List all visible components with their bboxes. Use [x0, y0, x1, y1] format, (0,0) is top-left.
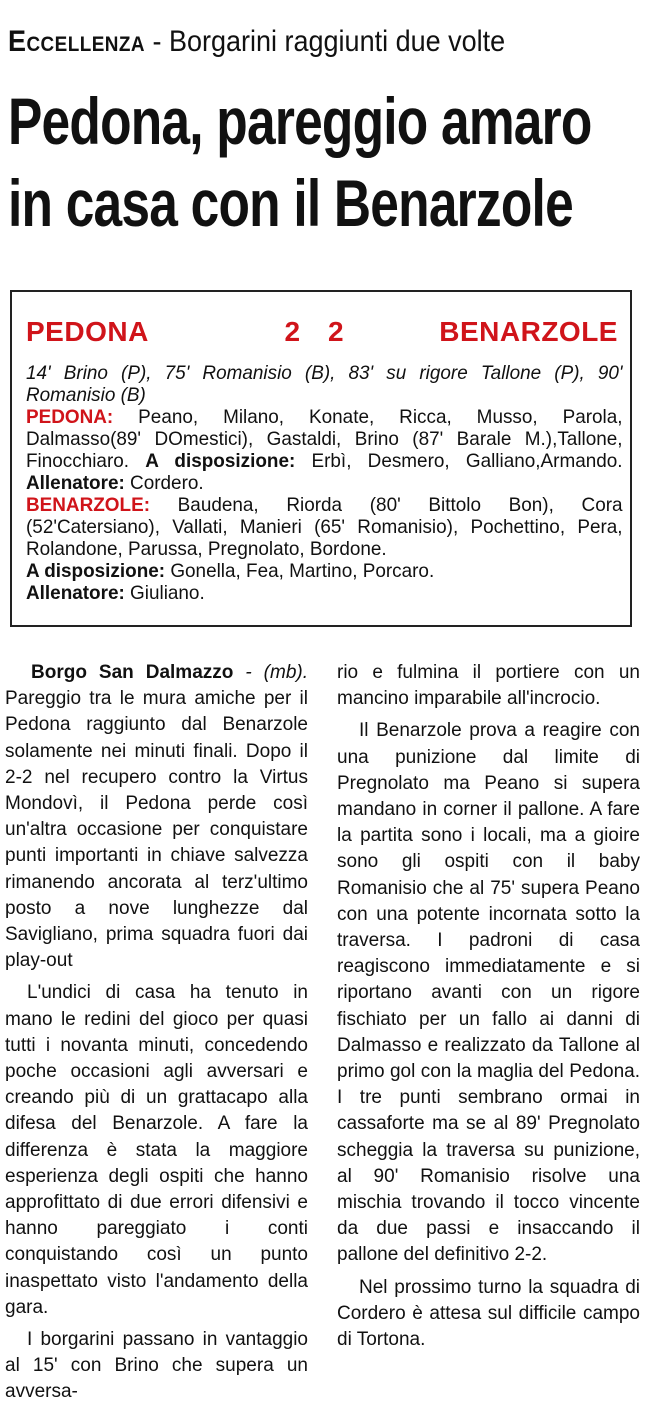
kicker-separator: - [144, 25, 169, 58]
article-column-right [337, 660, 640, 1353]
away-bench-paragraph [26, 560, 623, 582]
away-bench-label: A disposizione: [26, 560, 166, 582]
home-coach: Cordero. [124, 472, 204, 494]
paragraph-1-text: Pareggio tra le mura amiche per il Pedona raggiunto dal Benarzole solamente nei minuti finali. Dopo il 2-2 nel recupero contro la Virtus Mondovì, il Pedona perde così un'altra occasione per conquistare punti importanti in chiave salvezza rimanendo ancorata al terz'ultimo posto a nove lunghezze dal Savigliano, prima squadra fuori dai play-out [5, 688, 308, 972]
home-score: 2 [284, 316, 301, 347]
home-lineup-paragraph [26, 406, 623, 494]
home-bench-label: A disposizione: [145, 450, 296, 472]
away-lineup-label: BENARZOLE: [26, 494, 150, 516]
away-coach: Giuliano. [124, 582, 205, 604]
home-lineup: Peano, Milano, Konate, Ricca, Musso, Parola, Dalmasso(89' DOmestici), Gastaldi, Brino (87' Barale M.),Tallone, Finocchiaro. [26, 406, 623, 472]
article-column-left [5, 660, 308, 1406]
scorers-line: 14' Brino (P), 75' Romanisio (B), 83' su rigore Tallone (P), 90' Romanisio (B) [26, 362, 623, 406]
home-bench: Erbì, Desmero, Galliano,Armando. [295, 450, 623, 472]
home-lineup-label: PEDONA: [26, 406, 114, 428]
away-score: 2 [328, 316, 344, 347]
away-lineup-paragraph [26, 494, 623, 560]
away-coach-paragraph [26, 582, 623, 604]
away-coach-label: Allenatore: [26, 582, 125, 604]
article-paragraph-1 [5, 660, 308, 974]
kicker-subtitle: Borgarini raggiunti due volte [168, 25, 506, 58]
article-paragraph-4: Il Benarzole prova a reagire con una punizione dal limite di Pregnolato ma Peano si supera mandano in corner il pallone. A fare la partita sono i locali, ma a gioire sono gli ospiti con il baby Romanisio che al 75' supera Peano con una potente incornata sotto la traversa. I padroni di casa reagiscono immediatamente e si riportano avanti con un rigore fischiato per un fallo ai danni di Dalmasso e realizzato da Tallone al primo gol con la maglia del Pedona. I tre punti sembrano ormai in cassaforte ma se al 89' Pregnolato scheggia la traversa su punizione, al 90' Romanisio risolve una mischia trovando il tocco vincente da due passi e insaccando il pallone del definitivo 2-2. [337, 720, 640, 1266]
match-score [284, 316, 343, 348]
article-paragraph-2: L'undici di casa ha tenuto in mano le redini del gioco per quasi tutti i novanta minuti, concedendo poche occasioni agli avversari e creando più di un grattacapo alla difesa del Benarzole. A fare la differenza è stata la maggiore esperienza degli ospiti che hanno approfittato di due errori difensivi e hanno pareggiato i conti conquistando così un punto inaspettato visto l'andamento della gara. [5, 982, 308, 1318]
match-scorebox [10, 290, 632, 627]
article-paragraph-3-end: rio e fulmina il portiere con un mancino imparabile all'incrocio. [337, 662, 640, 710]
dateline: Borgo San Dalmazzo [31, 662, 234, 683]
section-category: Eccellenza [8, 25, 145, 58]
article-paragraph-3-start: I borgarini passano in vantaggio al 15' con Brino che supera un avversa- [5, 1329, 308, 1403]
section-kicker [8, 22, 582, 62]
home-team-name: PEDONA [26, 316, 149, 347]
headline [8, 80, 592, 244]
home-coach-label: Allenatore: [26, 472, 125, 494]
away-bench: Gonella, Fea, Martino, Porcaro. [165, 560, 435, 582]
headline-line-2: in casa con il Benarzole [8, 166, 573, 240]
score-row [26, 312, 618, 352]
article-paragraph-5: Nel prossimo turno la squadra di Cordero è attesa sul difficile campo di Tortona. [337, 1276, 640, 1351]
away-lineup: Baudena, Riorda (80' Bittolo Bon), Cora (52'Catersiano), Vallati, Manieri (65' Romanisio), Pochettino, Pera, Rolandone, Parussa, Pregnolato, Bordone. [26, 494, 623, 560]
away-team-name: BENARZOLE [439, 316, 618, 347]
byline: - (mb). [233, 662, 308, 683]
headline-line-1: Pedona, pareggio amaro [8, 84, 592, 158]
match-details [26, 362, 623, 604]
